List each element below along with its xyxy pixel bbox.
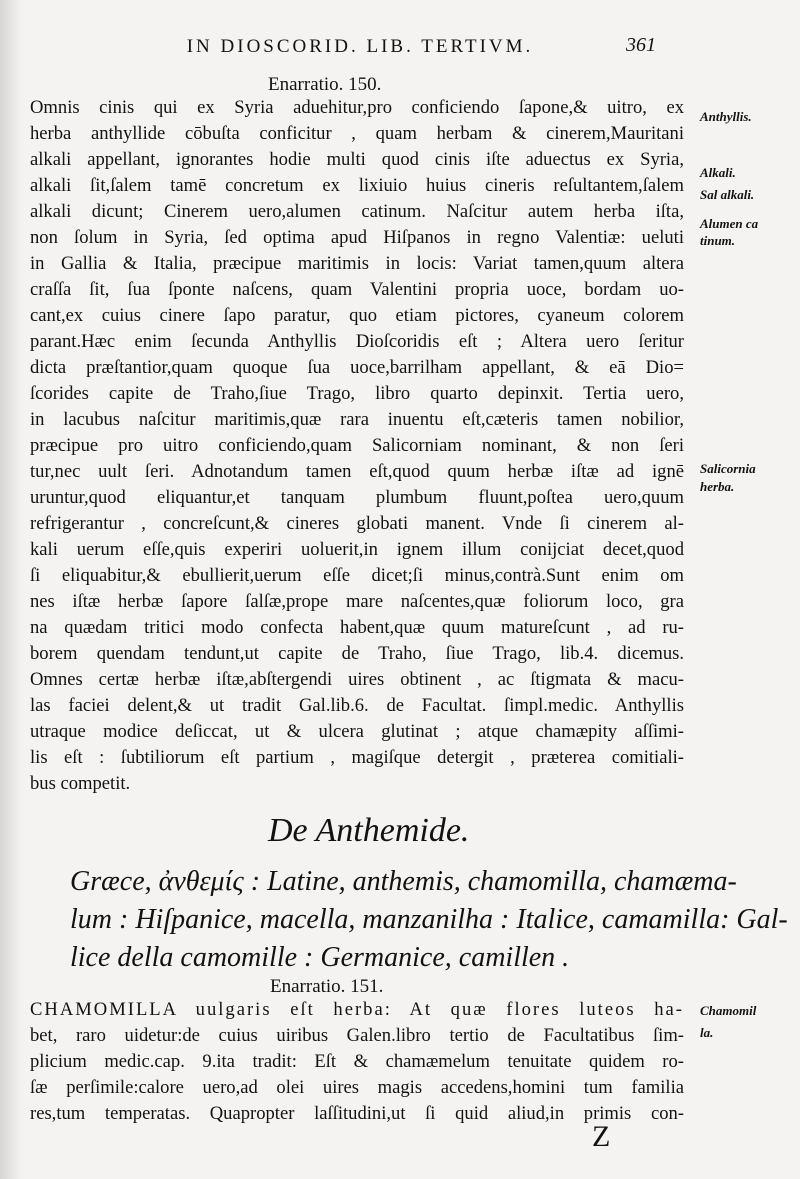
text-line: borem quendam tendunt,ut capite de Traho, ſiue Trago, lib.4. dicemus. [30, 643, 684, 664]
text-line: CHAMOMILLA uulgaris eſt herba: At quæ flores luteos ha- [30, 999, 684, 1020]
text-line: in Gallia & Italia, præcipue maritimis in locis: Variat tamen,quum altera [30, 253, 684, 274]
text-line: alkali appellant, ignorantes hodie multi quod cinis iſte aduectus ex Syria, [30, 149, 684, 170]
section-title: De Anthemide. [268, 812, 470, 849]
text-line: utraque modice deſiccat, ut & ulcera glutinat ; atque chamæpity aſſimi- [30, 721, 684, 742]
text-line: craſſa ſit, ſua ſponte naſcens, quam Valentini propria uoce, bordam uo- [30, 279, 684, 300]
text-line: nes iſtæ herbæ ſapore ſalſæ,prope mare naſcentes,quæ foliorum loco, gra [30, 591, 684, 612]
text-line: alkali ſit,ſalem tamē concretum ex lixiuio huius cineris reſultantem,ſalem [30, 175, 684, 196]
synonym-line: lice della camomille : Germanice, camillen . [70, 942, 570, 973]
margin-note-sal-alkali: Sal alkali. [700, 187, 755, 202]
page-number: 361 [626, 34, 656, 56]
text-line: præcipue pro uitro conficiendo,quam Salicorniam nominant, & non ſeri [30, 435, 684, 456]
text-line: alkali dicunt; Cinerem uero,alumen catinum. Naſcitur autem herba iſta, [30, 201, 684, 222]
text-line: Omnes certæ herbæ iſtæ,abſtergendi uires obtinent , ac ſtigmata & macu- [30, 669, 684, 690]
text-line: bus competit. [30, 773, 131, 794]
text-line: ſæ perſimile:calore uero,ad olei uires magis accedens,homini tum familia [30, 1077, 684, 1098]
text-line: ſcorides capite de Traho,ſiue Trago, libro quarto depinxit. Tertia uero, [30, 383, 684, 404]
synonym-line: lum : Hiſpanice, macella, manzanilha : Italice, camamilla: Gal- [70, 904, 788, 935]
text-line: plicium medic.cap. 9.ita tradit: Eſt & chamæmelum tenuitate quidem ro- [30, 1051, 684, 1072]
text-line: bet, raro uidetur:de cuius uiribus Galen.libro tertio de Facultatibus ſim- [30, 1025, 684, 1046]
text-line: kali uerum eſſe,quis experiri uoluerit,in ignem illum conijciat decet,quod [30, 539, 684, 560]
enarratio-150-heading: Enarratio. 150. [268, 74, 382, 95]
text-line: Omnis cinis qui ex Syria aduehitur,pro conficiendo ſapone,& uitro, ex [30, 97, 684, 118]
margin-note-alumen-cont: tinum. [700, 233, 736, 248]
synonym-line: Græce, ἀνθεμίς : Latine, anthemis, chamomilla, chamæma- [70, 866, 737, 897]
running-title: IN DIOSCORID. LIB. TERTIVM. [186, 36, 534, 57]
text-line: non ſolum in Syria, ſed optima apud Hiſpanos in regno Valentiæ: ueluti [30, 227, 684, 248]
margin-note-alumen: Alumen ca [700, 216, 759, 231]
text-line: uruntur,quod eliquantur,et tanquam plumbum fluunt,poſtea uero,quum [30, 487, 684, 508]
margin-note-chamomilla: Chamomil [700, 1003, 757, 1018]
text-line: ſi eliquabitur,& ebullierit,uerum eſſe dicet;ſi minus,contrà.Sunt enim om [30, 565, 684, 586]
margin-note-salicornia: Salicornia [700, 461, 756, 476]
margin-note-anthyllis: Anthyllis. [700, 109, 752, 124]
text-line: lis eſt : ſubtiliorum eſt partium , magiſque detergit , præterea comitiali- [30, 747, 684, 768]
text-line: tur,nec uult ſeri. Adnotandum tamen eſt,quod quum herbæ iſtæ ad ignē [30, 461, 684, 482]
text-line: parant.Hæc enim ſecunda Anthyllis Dioſcoridis eſt ; Altera uero ſeritur [30, 331, 684, 352]
text-line: las faciei delent,& ut tradit Gal.lib.6. de Facultat. ſimpl.medic. Anthyllis [30, 695, 684, 716]
margin-note-chamomilla-cont: la. [700, 1025, 714, 1040]
margin-note-salicornia-cont: herba. [700, 479, 735, 494]
text-line: res,tum temperatas. Quapropter laſſitudini,ut ſi quid aliud,in primis con- [30, 1103, 684, 1124]
text-line: in lacubus naſcitur maritimis,quæ rara inuentu eſt,cæteris tamen nobilior, [30, 409, 684, 430]
text-line: dicta præſtantior,quam quoque ſua uoce,barrilham appellant, & eā Dio= [30, 357, 684, 378]
text-line: herba anthyllide cōbuſta conficitur , quam herbam & cinerem,Mauritani [30, 123, 684, 144]
margin-note-alkali: Alkali. [700, 165, 736, 180]
text-line: cant,ex cuius cinere ſapo paratur, quo etiam pictores, cyaneum colorem [30, 305, 684, 326]
text-line: refrigerantur , concreſcunt,& cineres globati manent. Vnde ſi cinerem al- [30, 513, 684, 534]
enarratio-151-heading: Enarratio. 151. [270, 976, 384, 997]
text-line: na quædam tritici modo confecta habent,quæ quum matureſcunt , ad ru- [30, 617, 684, 638]
signature-mark: Z [592, 1120, 611, 1153]
